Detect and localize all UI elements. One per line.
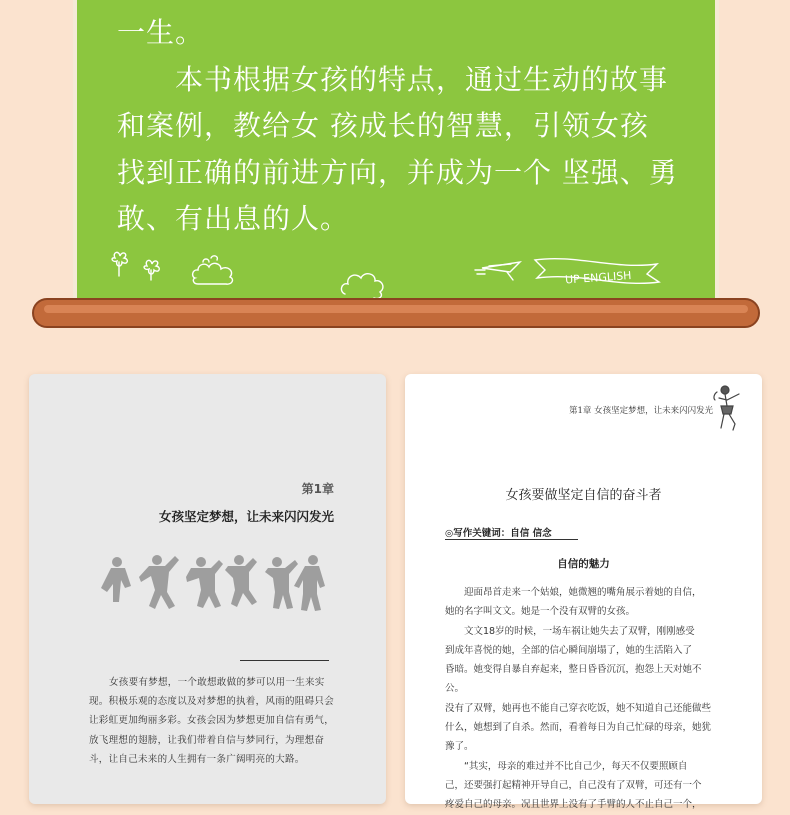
body-line: 迎面昂首走来一个姑娘，她微翘的嘴角展示着她的自信， (464, 587, 702, 598)
board-line: 找到正确的前进方向，并成为一个 坚强、勇 (117, 155, 678, 189)
body-line: 文文18岁的时候，一场车祸让她失去了双臂，刚刚感受 (464, 625, 695, 637)
bush-doodle-icon (341, 274, 382, 299)
book-page-right (405, 374, 762, 811)
banner-text: UP ENGLISH (564, 268, 632, 287)
divider-line (240, 660, 329, 661)
chalkboard-ledge (32, 298, 760, 328)
body-line: 她的名字叫文文。她是一个没有双臂的女孩。 (445, 606, 636, 618)
body-line: 让彩虹更加绚丽多彩。女孩会因为梦想更加自信有勇气， (89, 715, 335, 727)
keywords-underline (445, 539, 578, 540)
chapter-title: 女孩坚定梦想，让未来闪闪发光 (158, 509, 334, 524)
chalkboard (73, 0, 719, 302)
section-title: 女孩要做坚定自信的奋斗者 (505, 488, 662, 503)
jumping-kids-illustration (105, 552, 327, 618)
paper-plane-doodle-icon (475, 262, 520, 280)
book-page-left (29, 374, 386, 804)
body-line: 昏暗。她变得自暴自弃起来，整日昏昏沉沉，抱怨上天对她不公。 (445, 664, 702, 695)
body-line: 己，还要强打起精神开导自己，自己没有了双臂，可还有一个 (445, 779, 702, 791)
section-subtitle: 自信的魅力 (557, 558, 610, 570)
board-line: 本书根据女孩的特点，通过生动的故事 (175, 62, 669, 96)
chalk-doodles (77, 236, 715, 302)
keywords: ◎写作关键词：自信 信念 (445, 528, 552, 539)
body-line: 放飞理想的翅膀，让我们带着自信与梦同行，为理想奋 (89, 734, 325, 746)
body-line: 什么，她想到了自杀。然而，看着每日为自己忙碌的母亲，她犹 (445, 722, 712, 734)
chapter-label: 第1章 (301, 482, 334, 496)
body-line: 没有了双臂，她再也不能自己穿衣吃饭，她不知道自己还能做些 (445, 702, 712, 714)
flower-doodle-icon (112, 252, 159, 280)
body-line: 到成年喜悦的她，全部的信心瞬间崩塌了，她的生活陷入了 (445, 644, 693, 656)
board-line: 一生。 (117, 16, 205, 49)
body-line: 豫了。 (445, 741, 474, 753)
cloud-doodle-icon (193, 256, 233, 284)
board-text (117, 10, 692, 243)
girl-illustration (711, 384, 751, 434)
chapter-intro (89, 673, 341, 769)
section-body (445, 583, 715, 815)
body-line: 女孩要有梦想，一个敢想敢做的梦可以用一生来实 (109, 677, 325, 688)
body-line: 疼爱自己的母亲。况且世界上没有了手臂的人不止自己一个， (445, 799, 702, 811)
body-line: 斗，让自己未来的人生拥有一条广阔明亮的大路。 (89, 753, 305, 765)
body-line: “其实，母亲的难过并不比自己少，每天不仅要照顾自 (464, 760, 688, 772)
body-line: 现。积极乐观的态度以及对梦想的执着，风雨的阻碍只会 (89, 696, 335, 708)
board-line: 敢、有出息的人。 (117, 202, 350, 235)
board-line: 和案例，教给女 孩成长的智慧，引领女孩 (117, 109, 649, 142)
running-header: 第1章 女孩坚定梦想，让未来闪闪发光 (569, 406, 714, 416)
